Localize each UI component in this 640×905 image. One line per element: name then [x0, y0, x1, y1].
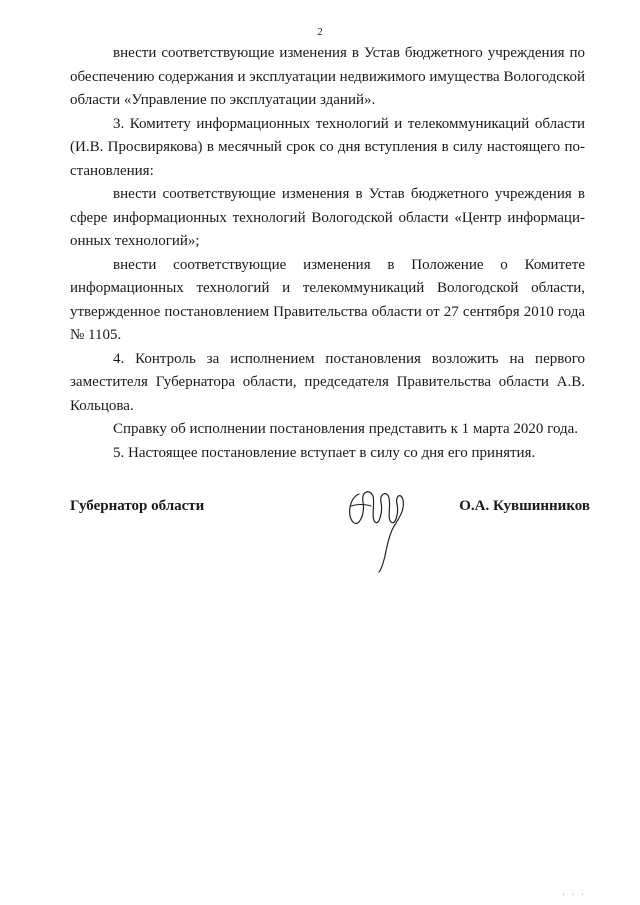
- document-body: [70, 42, 585, 465]
- paragraph: внести соответствующие изменения в Устав бюджетного учреждения в сфере информационных технологий Вологодской области «Центр информационных технологий»;: [70, 186, 585, 249]
- paragraph: 4. Контроль за исполнением постановления возложить на первого заместителя Губернатора области, председателя Правительства области А.В. Кольцова.: [70, 350, 585, 414]
- paragraph: 5. Настоящее постановление вступает в силу со дня его принятия.: [113, 444, 536, 461]
- paragraph: 3. Комитету информационных технологий и телекоммуникаций области (И.В. Просвирякова) в месячный срок со дня вступления в силу настоящего постановления:: [70, 115, 585, 179]
- paragraph: внести соответствующие изменения в Устав бюджетного учреждения по обеспечению содержания и эксплуатации недвижимого имущества Вологодской области «Управление по эксплуатации зданий».: [70, 45, 585, 108]
- page-number: 2: [317, 26, 323, 38]
- paragraph: Справку об исполнении постановления представить к 1 марта 2020 года.: [113, 421, 579, 437]
- signer-title: Губернатор области: [70, 498, 205, 514]
- signature-block: [70, 498, 590, 528]
- scan-artifact: ' ' ': [562, 892, 586, 901]
- paragraph: внести соответствующие изменения в Положение о Комитете информационных технологий и телекоммуникаций Вологодской области, утвержденное постановлением Правительства области от 27 сентября 2010 года № 1105.: [70, 256, 585, 343]
- handwritten-signature: [345, 484, 415, 574]
- signer-name: О.А. Кувшинников: [459, 498, 590, 514]
